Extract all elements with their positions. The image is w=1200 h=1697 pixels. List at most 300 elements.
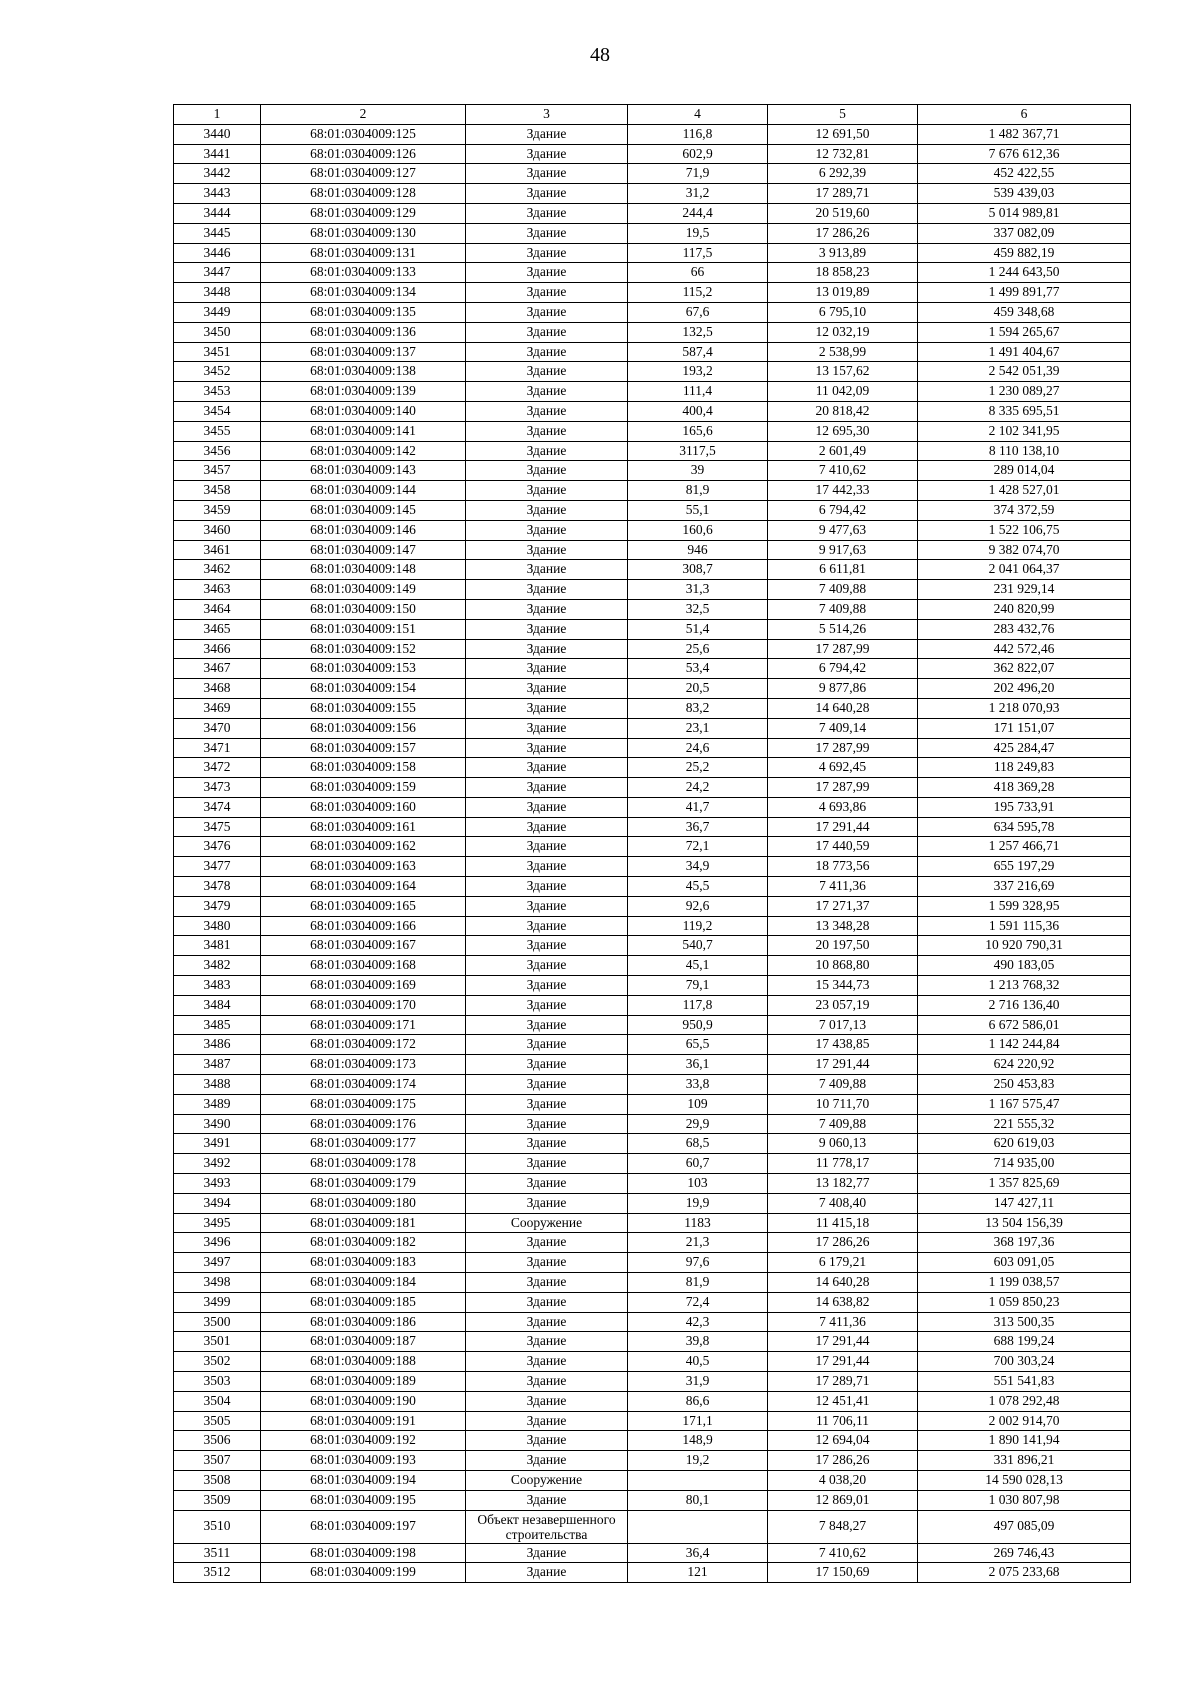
table-row bbox=[174, 1154, 1131, 1174]
cadastral-value-cell: 1 230 089,27 bbox=[918, 382, 1131, 402]
table-row bbox=[174, 1055, 1131, 1075]
specific-value-cell: 11 042,09 bbox=[768, 382, 918, 402]
row-index-cell: 3512 bbox=[174, 1563, 261, 1583]
area-cell: 36,4 bbox=[628, 1543, 768, 1563]
area-cell: 41,7 bbox=[628, 797, 768, 817]
table-row bbox=[174, 283, 1131, 303]
cadastral-value-cell: 7 676 612,36 bbox=[918, 144, 1131, 164]
specific-value-cell: 9 477,63 bbox=[768, 520, 918, 540]
cadastral-value-cell: 283 432,76 bbox=[918, 619, 1131, 639]
cadastral-value-cell: 2 102 341,95 bbox=[918, 421, 1131, 441]
cadastral-number-cell: 68:01:0304009:131 bbox=[261, 243, 466, 263]
specific-value-cell: 6 292,39 bbox=[768, 164, 918, 184]
table-row bbox=[174, 540, 1131, 560]
specific-value-cell: 9 917,63 bbox=[768, 540, 918, 560]
cadastral-value-cell: 1 218 070,93 bbox=[918, 698, 1131, 718]
specific-value-cell: 4 693,86 bbox=[768, 797, 918, 817]
specific-value-cell: 7 411,36 bbox=[768, 1312, 918, 1332]
cadastral-number-cell: 68:01:0304009:135 bbox=[261, 302, 466, 322]
table-row bbox=[174, 619, 1131, 639]
area-cell: 81,9 bbox=[628, 481, 768, 501]
cadastral-value-cell: 1 059 850,23 bbox=[918, 1292, 1131, 1312]
cadastral-number-cell: 68:01:0304009:149 bbox=[261, 580, 466, 600]
table-row bbox=[174, 580, 1131, 600]
table-row bbox=[174, 144, 1131, 164]
cadastral-number-cell: 68:01:0304009:133 bbox=[261, 263, 466, 283]
cadastral-number-cell: 68:01:0304009:152 bbox=[261, 639, 466, 659]
row-index-cell: 3443 bbox=[174, 184, 261, 204]
row-index-cell: 3504 bbox=[174, 1391, 261, 1411]
cadastral-value-cell: 9 382 074,70 bbox=[918, 540, 1131, 560]
object-type-cell: Здание bbox=[466, 421, 628, 441]
cadastral-number-cell: 68:01:0304009:163 bbox=[261, 857, 466, 877]
cadastral-value-cell: 1 244 643,50 bbox=[918, 263, 1131, 283]
area-cell: 23,1 bbox=[628, 718, 768, 738]
area-cell: 19,5 bbox=[628, 223, 768, 243]
area-cell: 86,6 bbox=[628, 1391, 768, 1411]
table-row bbox=[174, 837, 1131, 857]
specific-value-cell: 12 732,81 bbox=[768, 144, 918, 164]
object-type-cell: Здание bbox=[466, 857, 628, 877]
row-index-cell: 3480 bbox=[174, 916, 261, 936]
specific-value-cell: 17 271,37 bbox=[768, 896, 918, 916]
cadastral-number-cell: 68:01:0304009:129 bbox=[261, 203, 466, 223]
column-header: 1 bbox=[174, 105, 261, 125]
row-index-cell: 3471 bbox=[174, 738, 261, 758]
cadastral-number-cell: 68:01:0304009:125 bbox=[261, 124, 466, 144]
row-index-cell: 3488 bbox=[174, 1075, 261, 1095]
row-index-cell: 3491 bbox=[174, 1134, 261, 1154]
cadastral-value-cell: 289 014,04 bbox=[918, 461, 1131, 481]
row-index-cell: 3450 bbox=[174, 322, 261, 342]
cadastral-number-cell: 68:01:0304009:199 bbox=[261, 1563, 466, 1583]
object-type-cell: Здание bbox=[466, 1411, 628, 1431]
object-type-cell: Здание bbox=[466, 144, 628, 164]
object-type-cell: Здание bbox=[466, 560, 628, 580]
table-row bbox=[174, 1015, 1131, 1035]
row-index-cell: 3449 bbox=[174, 302, 261, 322]
row-index-cell: 3476 bbox=[174, 837, 261, 857]
cadastral-value-cell: 1 591 115,36 bbox=[918, 916, 1131, 936]
area-cell: 31,9 bbox=[628, 1372, 768, 1392]
table-row bbox=[174, 857, 1131, 877]
column-header: 5 bbox=[768, 105, 918, 125]
cadastral-value-cell: 634 595,78 bbox=[918, 817, 1131, 837]
cadastral-number-cell: 68:01:0304009:177 bbox=[261, 1134, 466, 1154]
cadastral-value-cell: 620 619,03 bbox=[918, 1134, 1131, 1154]
area-cell: 132,5 bbox=[628, 322, 768, 342]
object-type-cell: Здание bbox=[466, 659, 628, 679]
table-row bbox=[174, 738, 1131, 758]
object-type-cell: Здание bbox=[466, 1193, 628, 1213]
object-type-cell: Здание bbox=[466, 1391, 628, 1411]
cadastral-number-cell: 68:01:0304009:151 bbox=[261, 619, 466, 639]
cadastral-number-cell: 68:01:0304009:161 bbox=[261, 817, 466, 837]
table-row bbox=[174, 560, 1131, 580]
column-header: 6 bbox=[918, 105, 1131, 125]
table-row bbox=[174, 1332, 1131, 1352]
object-type-cell: Здание bbox=[466, 401, 628, 421]
specific-value-cell: 17 286,26 bbox=[768, 1233, 918, 1253]
table-row bbox=[174, 1391, 1131, 1411]
object-type-cell: Сооружение bbox=[466, 1213, 628, 1233]
cadastral-number-cell: 68:01:0304009:160 bbox=[261, 797, 466, 817]
cadastral-number-cell: 68:01:0304009:194 bbox=[261, 1470, 466, 1490]
row-index-cell: 3483 bbox=[174, 976, 261, 996]
row-index-cell: 3503 bbox=[174, 1372, 261, 1392]
cadastral-number-cell: 68:01:0304009:167 bbox=[261, 936, 466, 956]
cadastral-number-cell: 68:01:0304009:145 bbox=[261, 500, 466, 520]
area-cell: 39,8 bbox=[628, 1332, 768, 1352]
area-cell: 45,1 bbox=[628, 956, 768, 976]
row-index-cell: 3482 bbox=[174, 956, 261, 976]
row-index-cell: 3484 bbox=[174, 995, 261, 1015]
specific-value-cell: 6 179,21 bbox=[768, 1253, 918, 1273]
table-body bbox=[174, 124, 1131, 1582]
area-cell: 42,3 bbox=[628, 1312, 768, 1332]
row-index-cell: 3473 bbox=[174, 778, 261, 798]
area-cell: 119,2 bbox=[628, 916, 768, 936]
object-type-cell: Здание bbox=[466, 283, 628, 303]
object-type-cell: Здание bbox=[466, 1273, 628, 1293]
cadastral-number-cell: 68:01:0304009:192 bbox=[261, 1431, 466, 1451]
area-cell: 3117,5 bbox=[628, 441, 768, 461]
area-cell bbox=[628, 1470, 768, 1490]
table-row bbox=[174, 817, 1131, 837]
table-row bbox=[174, 1075, 1131, 1095]
area-cell: 55,1 bbox=[628, 500, 768, 520]
cadastral-number-cell: 68:01:0304009:176 bbox=[261, 1114, 466, 1134]
row-index-cell: 3510 bbox=[174, 1510, 261, 1543]
object-type-cell: Здание bbox=[466, 896, 628, 916]
cadastral-value-cell: 1 890 141,94 bbox=[918, 1431, 1131, 1451]
row-index-cell: 3507 bbox=[174, 1451, 261, 1471]
table-row bbox=[174, 1431, 1131, 1451]
row-index-cell: 3506 bbox=[174, 1431, 261, 1451]
area-cell: 80,1 bbox=[628, 1490, 768, 1510]
area-cell: 950,9 bbox=[628, 1015, 768, 1035]
table-row bbox=[174, 500, 1131, 520]
object-type-cell: Здание bbox=[466, 1154, 628, 1174]
specific-value-cell: 12 691,50 bbox=[768, 124, 918, 144]
area-cell: 244,4 bbox=[628, 203, 768, 223]
cadastral-value-cell: 10 920 790,31 bbox=[918, 936, 1131, 956]
table-row bbox=[174, 243, 1131, 263]
cadastral-number-cell: 68:01:0304009:186 bbox=[261, 1312, 466, 1332]
cadastral-number-cell: 68:01:0304009:191 bbox=[261, 1411, 466, 1431]
row-index-cell: 3445 bbox=[174, 223, 261, 243]
table-row bbox=[174, 1273, 1131, 1293]
specific-value-cell: 17 287,99 bbox=[768, 639, 918, 659]
area-cell: 25,2 bbox=[628, 758, 768, 778]
cadastral-number-cell: 68:01:0304009:142 bbox=[261, 441, 466, 461]
specific-value-cell: 9 877,86 bbox=[768, 679, 918, 699]
cadastral-number-cell: 68:01:0304009:169 bbox=[261, 976, 466, 996]
cadastral-value-cell: 368 197,36 bbox=[918, 1233, 1131, 1253]
specific-value-cell: 7 409,88 bbox=[768, 580, 918, 600]
row-index-cell: 3511 bbox=[174, 1543, 261, 1563]
specific-value-cell: 7 848,27 bbox=[768, 1510, 918, 1543]
area-cell: 34,9 bbox=[628, 857, 768, 877]
table-row bbox=[174, 481, 1131, 501]
table-row bbox=[174, 1451, 1131, 1471]
specific-value-cell: 2 538,99 bbox=[768, 342, 918, 362]
object-type-cell: Здание bbox=[466, 1490, 628, 1510]
cadastral-value-cell: 2 041 064,37 bbox=[918, 560, 1131, 580]
area-cell: 602,9 bbox=[628, 144, 768, 164]
table-row bbox=[174, 223, 1131, 243]
cadastral-number-cell: 68:01:0304009:147 bbox=[261, 540, 466, 560]
area-cell: 308,7 bbox=[628, 560, 768, 580]
specific-value-cell: 7 017,13 bbox=[768, 1015, 918, 1035]
object-type-cell: Здание bbox=[466, 1233, 628, 1253]
object-type-cell: Здание bbox=[466, 599, 628, 619]
area-cell: 81,9 bbox=[628, 1273, 768, 1293]
cadastral-value-cell: 118 249,83 bbox=[918, 758, 1131, 778]
specific-value-cell: 14 640,28 bbox=[768, 1273, 918, 1293]
specific-value-cell: 18 773,56 bbox=[768, 857, 918, 877]
area-cell: 400,4 bbox=[628, 401, 768, 421]
specific-value-cell: 9 060,13 bbox=[768, 1134, 918, 1154]
cadastral-value-cell: 1 142 244,84 bbox=[918, 1035, 1131, 1055]
object-type-cell: Здание bbox=[466, 124, 628, 144]
specific-value-cell: 17 291,44 bbox=[768, 1055, 918, 1075]
cadastral-value-cell: 1 428 527,01 bbox=[918, 481, 1131, 501]
area-cell: 117,5 bbox=[628, 243, 768, 263]
cadastral-value-cell: 2 542 051,39 bbox=[918, 362, 1131, 382]
cadastral-number-cell: 68:01:0304009:155 bbox=[261, 698, 466, 718]
row-index-cell: 3460 bbox=[174, 520, 261, 540]
object-type-cell: Здание bbox=[466, 203, 628, 223]
cadastral-value-cell: 374 372,59 bbox=[918, 500, 1131, 520]
row-index-cell: 3505 bbox=[174, 1411, 261, 1431]
row-index-cell: 3500 bbox=[174, 1312, 261, 1332]
specific-value-cell: 17 291,44 bbox=[768, 1332, 918, 1352]
table-row bbox=[174, 639, 1131, 659]
table-row bbox=[174, 1411, 1131, 1431]
cadastral-value-cell: 1 491 404,67 bbox=[918, 342, 1131, 362]
cadastral-value-cell: 418 369,28 bbox=[918, 778, 1131, 798]
object-type-cell: Здание bbox=[466, 1134, 628, 1154]
cadastral-value-cell: 1 199 038,57 bbox=[918, 1273, 1131, 1293]
specific-value-cell: 11 415,18 bbox=[768, 1213, 918, 1233]
cadastral-number-cell: 68:01:0304009:165 bbox=[261, 896, 466, 916]
object-type-cell: Здание bbox=[466, 441, 628, 461]
specific-value-cell: 14 638,82 bbox=[768, 1292, 918, 1312]
area-cell: 21,3 bbox=[628, 1233, 768, 1253]
object-type-cell: Здание bbox=[466, 956, 628, 976]
cadastral-value-cell: 2 075 233,68 bbox=[918, 1563, 1131, 1583]
object-type-cell: Здание bbox=[466, 164, 628, 184]
specific-value-cell: 13 182,77 bbox=[768, 1174, 918, 1194]
row-index-cell: 3477 bbox=[174, 857, 261, 877]
area-cell: 65,5 bbox=[628, 1035, 768, 1055]
cadastral-value-cell: 1 599 328,95 bbox=[918, 896, 1131, 916]
specific-value-cell: 2 601,49 bbox=[768, 441, 918, 461]
area-cell: 36,1 bbox=[628, 1055, 768, 1075]
area-cell: 71,9 bbox=[628, 164, 768, 184]
specific-value-cell: 14 640,28 bbox=[768, 698, 918, 718]
area-cell: 117,8 bbox=[628, 995, 768, 1015]
area-cell: 51,4 bbox=[628, 619, 768, 639]
specific-value-cell: 4 692,45 bbox=[768, 758, 918, 778]
area-cell: 103 bbox=[628, 1174, 768, 1194]
table-row bbox=[174, 124, 1131, 144]
specific-value-cell: 3 913,89 bbox=[768, 243, 918, 263]
area-cell: 31,3 bbox=[628, 580, 768, 600]
table-row bbox=[174, 1233, 1131, 1253]
cadastral-number-cell: 68:01:0304009:126 bbox=[261, 144, 466, 164]
table-row bbox=[174, 322, 1131, 342]
cadastral-value-cell: 1 078 292,48 bbox=[918, 1391, 1131, 1411]
cadastral-value-cell: 1 594 265,67 bbox=[918, 322, 1131, 342]
column-number-row bbox=[174, 105, 1131, 125]
specific-value-cell: 17 287,99 bbox=[768, 778, 918, 798]
specific-value-cell: 7 410,62 bbox=[768, 461, 918, 481]
cadastral-number-cell: 68:01:0304009:162 bbox=[261, 837, 466, 857]
row-index-cell: 3508 bbox=[174, 1470, 261, 1490]
specific-value-cell: 7 409,88 bbox=[768, 599, 918, 619]
row-index-cell: 3489 bbox=[174, 1094, 261, 1114]
table-row bbox=[174, 698, 1131, 718]
area-cell: 171,1 bbox=[628, 1411, 768, 1431]
area-cell: 165,6 bbox=[628, 421, 768, 441]
object-type-cell: Здание bbox=[466, 619, 628, 639]
table-row bbox=[174, 203, 1131, 223]
table-row bbox=[174, 778, 1131, 798]
cadastral-number-cell: 68:01:0304009:127 bbox=[261, 164, 466, 184]
specific-value-cell: 13 019,89 bbox=[768, 283, 918, 303]
specific-value-cell: 23 057,19 bbox=[768, 995, 918, 1015]
area-cell: 116,8 bbox=[628, 124, 768, 144]
cadastral-value-cell: 459 882,19 bbox=[918, 243, 1131, 263]
row-index-cell: 3501 bbox=[174, 1332, 261, 1352]
object-type-cell: Здание bbox=[466, 995, 628, 1015]
cadastral-value-cell: 2 716 136,40 bbox=[918, 995, 1131, 1015]
row-index-cell: 3451 bbox=[174, 342, 261, 362]
row-index-cell: 3454 bbox=[174, 401, 261, 421]
table-row bbox=[174, 1543, 1131, 1563]
specific-value-cell: 17 289,71 bbox=[768, 184, 918, 204]
area-cell: 60,7 bbox=[628, 1154, 768, 1174]
cadastral-number-cell: 68:01:0304009:193 bbox=[261, 1451, 466, 1471]
object-type-cell: Здание bbox=[466, 342, 628, 362]
row-index-cell: 3496 bbox=[174, 1233, 261, 1253]
cadastral-value-cell: 337 216,69 bbox=[918, 877, 1131, 897]
object-type-cell: Здание bbox=[466, 1253, 628, 1273]
object-type-cell: Здание bbox=[466, 184, 628, 204]
object-type-cell: Здание bbox=[466, 837, 628, 857]
table-row bbox=[174, 797, 1131, 817]
cadastral-number-cell: 68:01:0304009:146 bbox=[261, 520, 466, 540]
cadastral-value-cell: 13 504 156,39 bbox=[918, 1213, 1131, 1233]
row-index-cell: 3487 bbox=[174, 1055, 261, 1075]
area-cell: 24,2 bbox=[628, 778, 768, 798]
row-index-cell: 3481 bbox=[174, 936, 261, 956]
object-type-cell: Здание bbox=[466, 1372, 628, 1392]
cadastral-number-cell: 68:01:0304009:144 bbox=[261, 481, 466, 501]
cadastral-value-cell: 655 197,29 bbox=[918, 857, 1131, 877]
specific-value-cell: 17 438,85 bbox=[768, 1035, 918, 1055]
row-index-cell: 3459 bbox=[174, 500, 261, 520]
area-cell: 25,6 bbox=[628, 639, 768, 659]
cadastral-value-cell: 171 151,07 bbox=[918, 718, 1131, 738]
cadastral-number-cell: 68:01:0304009:140 bbox=[261, 401, 466, 421]
object-type-cell: Здание bbox=[466, 382, 628, 402]
cadastral-number-cell: 68:01:0304009:150 bbox=[261, 599, 466, 619]
area-cell: 540,7 bbox=[628, 936, 768, 956]
specific-value-cell: 17 440,59 bbox=[768, 837, 918, 857]
object-type-cell: Здание bbox=[466, 1352, 628, 1372]
row-index-cell: 3502 bbox=[174, 1352, 261, 1372]
cadastral-number-cell: 68:01:0304009:182 bbox=[261, 1233, 466, 1253]
row-index-cell: 3447 bbox=[174, 263, 261, 283]
table-row bbox=[174, 1094, 1131, 1114]
cadastral-number-cell: 68:01:0304009:178 bbox=[261, 1154, 466, 1174]
area-cell: 32,5 bbox=[628, 599, 768, 619]
table-row bbox=[174, 976, 1131, 996]
cadastral-value-cell: 221 555,32 bbox=[918, 1114, 1131, 1134]
table-row bbox=[174, 461, 1131, 481]
cadastral-number-cell: 68:01:0304009:185 bbox=[261, 1292, 466, 1312]
cadastral-number-cell: 68:01:0304009:148 bbox=[261, 560, 466, 580]
table-row bbox=[174, 896, 1131, 916]
area-cell: 19,2 bbox=[628, 1451, 768, 1471]
cadastral-number-cell: 68:01:0304009:172 bbox=[261, 1035, 466, 1055]
row-index-cell: 3497 bbox=[174, 1253, 261, 1273]
cadastral-value-cell: 452 422,55 bbox=[918, 164, 1131, 184]
row-index-cell: 3493 bbox=[174, 1174, 261, 1194]
cadastral-value-cell: 490 183,05 bbox=[918, 956, 1131, 976]
specific-value-cell: 17 286,26 bbox=[768, 1451, 918, 1471]
cadastral-value-cell: 1 499 891,77 bbox=[918, 283, 1131, 303]
table-row bbox=[174, 184, 1131, 204]
object-type-cell: Здание bbox=[466, 1563, 628, 1583]
row-index-cell: 3446 bbox=[174, 243, 261, 263]
table-row bbox=[174, 302, 1131, 322]
cadastral-value-cell: 250 453,83 bbox=[918, 1075, 1131, 1095]
area-cell: 587,4 bbox=[628, 342, 768, 362]
table-row bbox=[174, 1312, 1131, 1332]
object-type-cell: Здание bbox=[466, 500, 628, 520]
table-row bbox=[174, 916, 1131, 936]
specific-value-cell: 7 408,40 bbox=[768, 1193, 918, 1213]
cadastral-number-cell: 68:01:0304009:195 bbox=[261, 1490, 466, 1510]
area-cell: 40,5 bbox=[628, 1352, 768, 1372]
object-type-cell: Здание bbox=[466, 1015, 628, 1035]
specific-value-cell: 12 451,41 bbox=[768, 1391, 918, 1411]
cadastral-value-cell: 202 496,20 bbox=[918, 679, 1131, 699]
table-row bbox=[174, 1213, 1131, 1233]
cadastral-number-cell: 68:01:0304009:188 bbox=[261, 1352, 466, 1372]
table-row bbox=[174, 164, 1131, 184]
object-type-cell: Здание bbox=[466, 1312, 628, 1332]
table-row bbox=[174, 362, 1131, 382]
object-type-cell: Здание bbox=[466, 461, 628, 481]
cadastral-value-cell: 714 935,00 bbox=[918, 1154, 1131, 1174]
object-type-cell: Здание bbox=[466, 1114, 628, 1134]
cadastral-number-cell: 68:01:0304009:138 bbox=[261, 362, 466, 382]
object-type-cell: Здание bbox=[466, 1431, 628, 1451]
area-cell: 19,9 bbox=[628, 1193, 768, 1213]
area-cell: 66 bbox=[628, 263, 768, 283]
cadastral-value-cell: 6 672 586,01 bbox=[918, 1015, 1131, 1035]
object-type-cell: Здание bbox=[466, 1035, 628, 1055]
cadastral-value-cell: 269 746,43 bbox=[918, 1543, 1131, 1563]
cadastral-value-cell: 497 085,09 bbox=[918, 1510, 1131, 1543]
object-type-cell: Здание bbox=[466, 698, 628, 718]
object-type-cell: Здание bbox=[466, 877, 628, 897]
